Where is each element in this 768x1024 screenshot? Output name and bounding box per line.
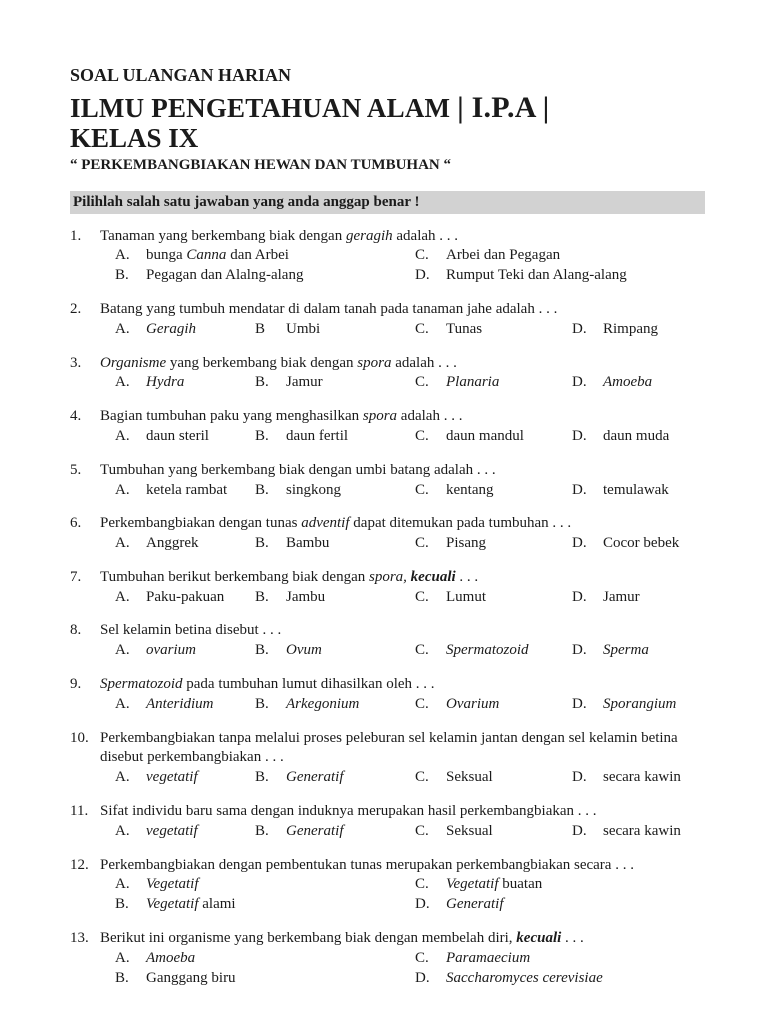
option bbox=[572, 534, 705, 554]
question-text: Batang yang tumbuh mendatar di dalam tanah pada tanaman jahe adalah . . . bbox=[100, 300, 558, 317]
exam-title-main: ILMU PENGETAHUAN ALAM bbox=[70, 92, 458, 123]
option-letter: D. bbox=[572, 588, 587, 605]
question-text: Perkembangbiakan dengan pembentukan tunas merupakan perkembangbiakan secara . . . bbox=[100, 856, 634, 873]
option-letter: C. bbox=[415, 320, 429, 337]
option-text: bunga Canna dan Arbei bbox=[146, 247, 289, 264]
option-letter: D. bbox=[572, 642, 587, 659]
option-letter: D. bbox=[572, 374, 587, 391]
option-text: Hydra bbox=[146, 374, 185, 391]
question-item bbox=[70, 675, 705, 715]
option-text: Vegetatif buatan bbox=[446, 876, 543, 893]
option-text: Ganggang biru bbox=[146, 969, 236, 986]
option bbox=[115, 822, 255, 842]
option bbox=[255, 481, 415, 501]
question-item bbox=[70, 354, 705, 394]
option-letter: B. bbox=[255, 769, 269, 786]
option-letter: D. bbox=[572, 769, 587, 786]
option-text: Paramaecium bbox=[446, 949, 531, 966]
option-text: ovarium bbox=[146, 642, 196, 659]
option-letter: C. bbox=[415, 876, 429, 893]
option bbox=[115, 481, 255, 501]
option-text: Rumput Teki dan Alang-alang bbox=[446, 267, 627, 284]
option bbox=[115, 768, 255, 788]
option-letter: B. bbox=[115, 267, 129, 284]
option-letter: B. bbox=[255, 535, 269, 552]
option-letter: C. bbox=[415, 695, 429, 712]
option-letter: C. bbox=[415, 822, 429, 839]
questions bbox=[70, 227, 705, 989]
option bbox=[255, 320, 415, 340]
option-text: Arkegonium bbox=[286, 695, 360, 712]
option bbox=[115, 895, 415, 915]
option bbox=[115, 588, 255, 608]
option-text: Arbei dan Pegagan bbox=[446, 247, 561, 264]
option bbox=[415, 875, 705, 895]
option bbox=[115, 969, 415, 989]
option-letter: C. bbox=[415, 588, 429, 605]
option-letter: C. bbox=[415, 427, 429, 444]
option-letter: C. bbox=[415, 642, 429, 659]
option bbox=[415, 246, 705, 266]
option-text: daun steril bbox=[146, 427, 209, 444]
option-letter: C. bbox=[415, 374, 429, 391]
option-text: Pisang bbox=[446, 535, 487, 552]
option-text: Sperma bbox=[603, 642, 649, 659]
option-letter: D. bbox=[572, 535, 587, 552]
option bbox=[115, 427, 255, 447]
option bbox=[255, 695, 415, 715]
option-text: vegetatif bbox=[146, 822, 198, 839]
option bbox=[115, 949, 415, 969]
option-text: Paku-pakuan bbox=[146, 588, 225, 605]
option-text: kentang bbox=[446, 481, 494, 498]
question-item bbox=[70, 856, 705, 915]
option bbox=[115, 641, 255, 661]
option bbox=[415, 427, 572, 447]
option-letter: A. bbox=[115, 949, 130, 966]
option-text: Saccharomyces cerevisiae bbox=[446, 969, 603, 986]
question-number: 2. bbox=[70, 300, 82, 317]
question-text: Perkembangbiakan tanpa melalui proses peleburan sel kelamin jantan dengan sel kelamin betina disebut perkembangbiakan . . . bbox=[100, 729, 678, 766]
option-text: Anggrek bbox=[146, 535, 199, 552]
option bbox=[255, 588, 415, 608]
options-grid bbox=[115, 373, 705, 393]
option bbox=[255, 822, 415, 842]
question-number: 10. bbox=[70, 729, 89, 746]
option bbox=[572, 822, 705, 842]
question-text: Spermatozoid pada tumbuhan lumut dihasilkan oleh . . . bbox=[100, 676, 435, 693]
option-letter: A. bbox=[115, 822, 130, 839]
option bbox=[415, 481, 572, 501]
question-item bbox=[70, 802, 705, 842]
option bbox=[415, 969, 705, 989]
exam-topic: “ PERKEMBANGBIAKAN HEWAN DAN TUMBUHAN “ bbox=[70, 156, 451, 173]
option-text: Generatif bbox=[446, 896, 504, 913]
option bbox=[115, 373, 255, 393]
question-text: Berikut ini organisme yang berkembang biak dengan membelah diri, kecuali . . . bbox=[100, 930, 584, 947]
option bbox=[415, 768, 572, 788]
question-number: 3. bbox=[70, 354, 82, 371]
options-grid bbox=[115, 768, 705, 788]
question-item bbox=[70, 621, 705, 661]
option bbox=[415, 534, 572, 554]
option bbox=[255, 768, 415, 788]
exam-label: SOAL ULANGAN HARIAN bbox=[70, 65, 292, 85]
option bbox=[572, 588, 705, 608]
option-text: Generatif bbox=[286, 769, 344, 786]
option-letter: A. bbox=[115, 427, 130, 444]
option-letter: A. bbox=[115, 588, 130, 605]
option bbox=[115, 320, 255, 340]
option-letter: A. bbox=[115, 320, 130, 337]
question-text: Bagian tumbuhan paku yang menghasilkan spora adalah . . . bbox=[100, 408, 463, 425]
option bbox=[115, 695, 255, 715]
exam-class: KELAS IX bbox=[70, 123, 199, 154]
options-grid bbox=[115, 641, 705, 661]
option-text: Lumut bbox=[446, 588, 486, 605]
question-text: Perkembangbiakan dengan tunas adventif dapat ditemukan pada tumbuhan . . . bbox=[100, 515, 572, 532]
option-text: Bambu bbox=[286, 535, 330, 552]
question-item bbox=[70, 407, 705, 447]
option bbox=[415, 895, 705, 915]
option-letter: D. bbox=[415, 896, 430, 913]
option-text: Ovarium bbox=[446, 695, 500, 712]
option-text: Ovum bbox=[286, 642, 322, 659]
option bbox=[115, 246, 415, 266]
option bbox=[572, 695, 705, 715]
option-letter: B. bbox=[115, 969, 129, 986]
question-number: 11. bbox=[70, 803, 89, 820]
option bbox=[572, 481, 705, 501]
option-text: Jamur bbox=[603, 588, 640, 605]
option-letter: B. bbox=[255, 588, 269, 605]
option-text: Generatif bbox=[286, 822, 344, 839]
question-text: Tanaman yang berkembang biak dengan geragih adalah . . . bbox=[100, 227, 459, 244]
option bbox=[255, 427, 415, 447]
option-text: daun fertil bbox=[286, 427, 349, 444]
question-text: Tumbuhan yang berkembang biak dengan umbi batang adalah . . . bbox=[100, 461, 496, 478]
option bbox=[572, 427, 705, 447]
question-item bbox=[70, 568, 705, 608]
option-text: Jambu bbox=[286, 588, 326, 605]
option bbox=[115, 266, 415, 286]
question-number: 6. bbox=[70, 515, 82, 532]
option-text: Geragih bbox=[146, 320, 196, 337]
question-item bbox=[70, 729, 705, 788]
option-letter: B. bbox=[255, 374, 269, 391]
option-text: Planaria bbox=[446, 374, 500, 391]
option-letter: B bbox=[255, 320, 266, 337]
option-text: secara kawin bbox=[603, 769, 681, 786]
option-letter: B. bbox=[255, 822, 269, 839]
exam-title-tag: | I.P.A | bbox=[457, 90, 550, 124]
question-text: Tumbuhan berikut berkembang biak dengan spora, kecuali . . . bbox=[100, 568, 479, 585]
options-grid bbox=[115, 949, 705, 989]
option-letter: A. bbox=[115, 769, 130, 786]
options-grid bbox=[115, 822, 705, 842]
option-letter: C. bbox=[415, 481, 429, 498]
option-letter: C. bbox=[415, 247, 429, 264]
option bbox=[572, 768, 705, 788]
option-text: temulawak bbox=[603, 481, 669, 498]
option-text: ketela rambat bbox=[146, 481, 228, 498]
option-text: daun muda bbox=[603, 427, 670, 444]
option-text: Pegagan dan Alalng-alang bbox=[146, 267, 304, 284]
question-item bbox=[70, 461, 705, 501]
option bbox=[415, 641, 572, 661]
question-item bbox=[70, 514, 705, 554]
option bbox=[415, 320, 572, 340]
option bbox=[415, 822, 572, 842]
option-text: Seksual bbox=[446, 822, 493, 839]
option-letter: A. bbox=[115, 876, 130, 893]
option-letter: A. bbox=[115, 642, 130, 659]
option-text: Sporangium bbox=[603, 695, 677, 712]
question-number: 1. bbox=[70, 227, 82, 244]
options-grid bbox=[115, 246, 705, 286]
option-letter: C. bbox=[415, 769, 429, 786]
option-text: Amoeba bbox=[146, 949, 196, 966]
option-text: singkong bbox=[286, 481, 342, 498]
option-letter: D. bbox=[572, 822, 587, 839]
options-grid bbox=[115, 427, 705, 447]
option bbox=[115, 534, 255, 554]
question-number: 7. bbox=[70, 568, 82, 585]
option-letter: D. bbox=[572, 481, 587, 498]
options-grid bbox=[115, 875, 705, 915]
option bbox=[415, 588, 572, 608]
option-letter: D. bbox=[572, 320, 587, 337]
option-text: Anteridium bbox=[146, 695, 214, 712]
option bbox=[572, 373, 705, 393]
option-text: Amoeba bbox=[603, 374, 653, 391]
options-grid bbox=[115, 695, 705, 715]
instruction-banner: Pilihlah salah satu jawaban yang anda anggap benar ! bbox=[70, 191, 705, 214]
option-text: Spermatozoid bbox=[446, 642, 529, 659]
option bbox=[255, 373, 415, 393]
question-number: 4. bbox=[70, 408, 82, 425]
question-text: Sifat individu baru sama dengan induknya merupakan hasil perkembangbiakan . . . bbox=[100, 803, 597, 820]
option-letter: D. bbox=[415, 267, 430, 284]
option-text: daun mandul bbox=[446, 427, 524, 444]
option-text: vegetatif bbox=[146, 769, 198, 786]
option-letter: B. bbox=[115, 896, 129, 913]
option-text: Cocor bebek bbox=[603, 535, 680, 552]
question-item bbox=[70, 929, 705, 988]
question-item bbox=[70, 300, 705, 340]
option bbox=[255, 534, 415, 554]
option bbox=[255, 641, 415, 661]
question-number: 12. bbox=[70, 856, 89, 873]
option-letter: D. bbox=[572, 695, 587, 712]
option bbox=[115, 875, 415, 895]
question-number: 8. bbox=[70, 622, 82, 639]
option-text: secara kawin bbox=[603, 822, 681, 839]
options-grid bbox=[115, 481, 705, 501]
question-number: 9. bbox=[70, 676, 82, 693]
option-letter: A. bbox=[115, 695, 130, 712]
options-grid bbox=[115, 320, 705, 340]
option bbox=[415, 949, 705, 969]
option-letter: A. bbox=[115, 247, 130, 264]
question-number: 5. bbox=[70, 461, 82, 478]
question-text: Sel kelamin betina disebut . . . bbox=[100, 622, 282, 639]
option-letter: A. bbox=[115, 481, 130, 498]
option-letter: A. bbox=[115, 374, 130, 391]
option bbox=[415, 266, 705, 286]
option-letter: B. bbox=[255, 695, 269, 712]
option-letter: D. bbox=[415, 969, 430, 986]
question-number: 13. bbox=[70, 930, 89, 947]
option-letter: C. bbox=[415, 535, 429, 552]
option-letter: D. bbox=[572, 427, 587, 444]
option-text: Jamur bbox=[286, 374, 323, 391]
question-item bbox=[70, 227, 705, 286]
option bbox=[415, 695, 572, 715]
option-letter: B. bbox=[255, 642, 269, 659]
option-text: Vegetatif bbox=[146, 876, 199, 893]
option-text: Umbi bbox=[286, 320, 321, 337]
option bbox=[415, 373, 572, 393]
option-text: Rimpang bbox=[603, 320, 658, 337]
option-letter: C. bbox=[415, 949, 429, 966]
option-letter: B. bbox=[255, 481, 269, 498]
options-grid bbox=[115, 588, 705, 608]
options-grid bbox=[115, 534, 705, 554]
option-text: Vegetatif alami bbox=[146, 896, 236, 913]
question-text: Organisme yang berkembang biak dengan spora adalah . . . bbox=[100, 354, 457, 371]
option-text: Seksual bbox=[446, 769, 493, 786]
option-letter: A. bbox=[115, 535, 130, 552]
exam-title bbox=[70, 92, 705, 124]
option-text: Tunas bbox=[446, 320, 483, 337]
option bbox=[572, 641, 705, 661]
option bbox=[572, 320, 705, 340]
option-letter: B. bbox=[255, 427, 269, 444]
